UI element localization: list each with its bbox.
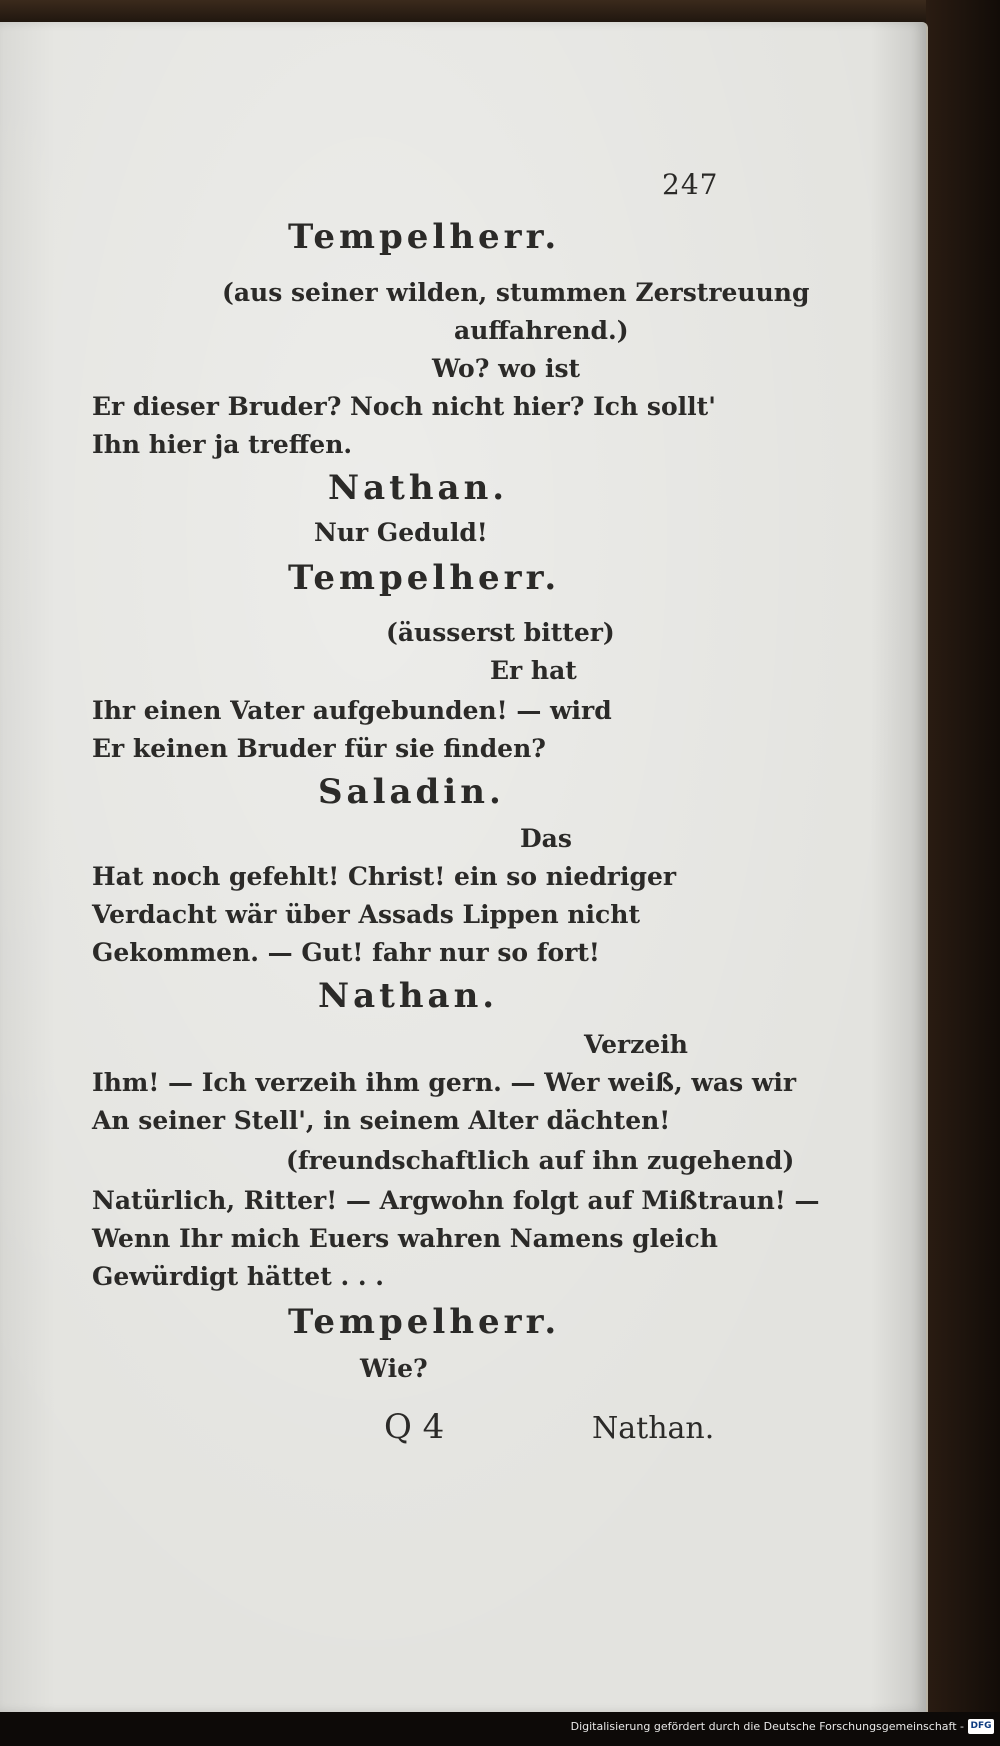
- signature-mark: Q 4: [384, 1407, 445, 1447]
- verse-line: Er hat: [490, 656, 577, 685]
- speaker-nathan: Nathan.: [328, 468, 509, 508]
- verse-line: Ihm! — Ich verzeih ihm gern. — Wer weiß, was wir: [92, 1068, 797, 1097]
- verse-line: Das: [520, 824, 572, 853]
- digitization-credit: Digitalisierung gefördert durch die Deutsche Forschungsgemeinschaft -: [570, 1720, 964, 1733]
- verse-line: Hat noch gefehlt! Christ! ein so niedriger: [92, 862, 677, 891]
- speaker-saladin: Saladin.: [318, 772, 505, 812]
- speaker-tempelherr: Tempelherr.: [288, 558, 561, 598]
- verse-line: Ihr einen Vater aufgebunden! — wird: [92, 696, 612, 725]
- stage-direction: auffahrend.): [454, 316, 629, 345]
- verse-line: Verdacht wär über Assads Lippen nicht: [92, 900, 640, 929]
- book-edge-top: [0, 0, 1000, 24]
- speaker-tempelherr: Tempelherr.: [288, 217, 561, 257]
- verse-line: Natürlich, Ritter! — Argwohn folgt auf Mißtraun! —: [92, 1186, 820, 1215]
- stage-direction: (aus seiner wilden, stummen Zerstreuung: [222, 278, 810, 307]
- verse-line: Wie?: [360, 1354, 428, 1383]
- stage-direction: (äusserst bitter): [386, 618, 615, 647]
- verse-line: Er dieser Bruder? Noch nicht hier? Ich sollt': [92, 392, 716, 421]
- verse-line: Verzeih: [584, 1030, 688, 1059]
- verse-line: Er keinen Bruder für sie finden?: [92, 734, 546, 763]
- verse-line: Nur Geduld!: [314, 518, 488, 547]
- verse-line: Gekommen. — Gut! fahr nur so fort!: [92, 938, 600, 967]
- verse-line: Wo? wo ist: [432, 354, 581, 383]
- verse-line: Gewürdigt hättet . . .: [92, 1262, 384, 1291]
- book-page: [0, 22, 928, 1712]
- catchword: Nathan.: [592, 1411, 715, 1446]
- verse-line: Wenn Ihr mich Euers wahren Namens gleich: [92, 1224, 718, 1253]
- stage-direction: (freundschaftlich auf ihn zugehend): [286, 1146, 795, 1175]
- speaker-tempelherr: Tempelherr.: [288, 1302, 561, 1342]
- verse-line: Ihn hier ja treffen.: [92, 430, 353, 459]
- book-edge-right: [926, 0, 1000, 1746]
- page-number: 247: [662, 168, 719, 201]
- verse-line: An seiner Stell', in seinem Alter dächten!: [92, 1106, 671, 1135]
- dfg-logo: DFG: [968, 1719, 994, 1734]
- speaker-nathan: Nathan.: [318, 976, 499, 1016]
